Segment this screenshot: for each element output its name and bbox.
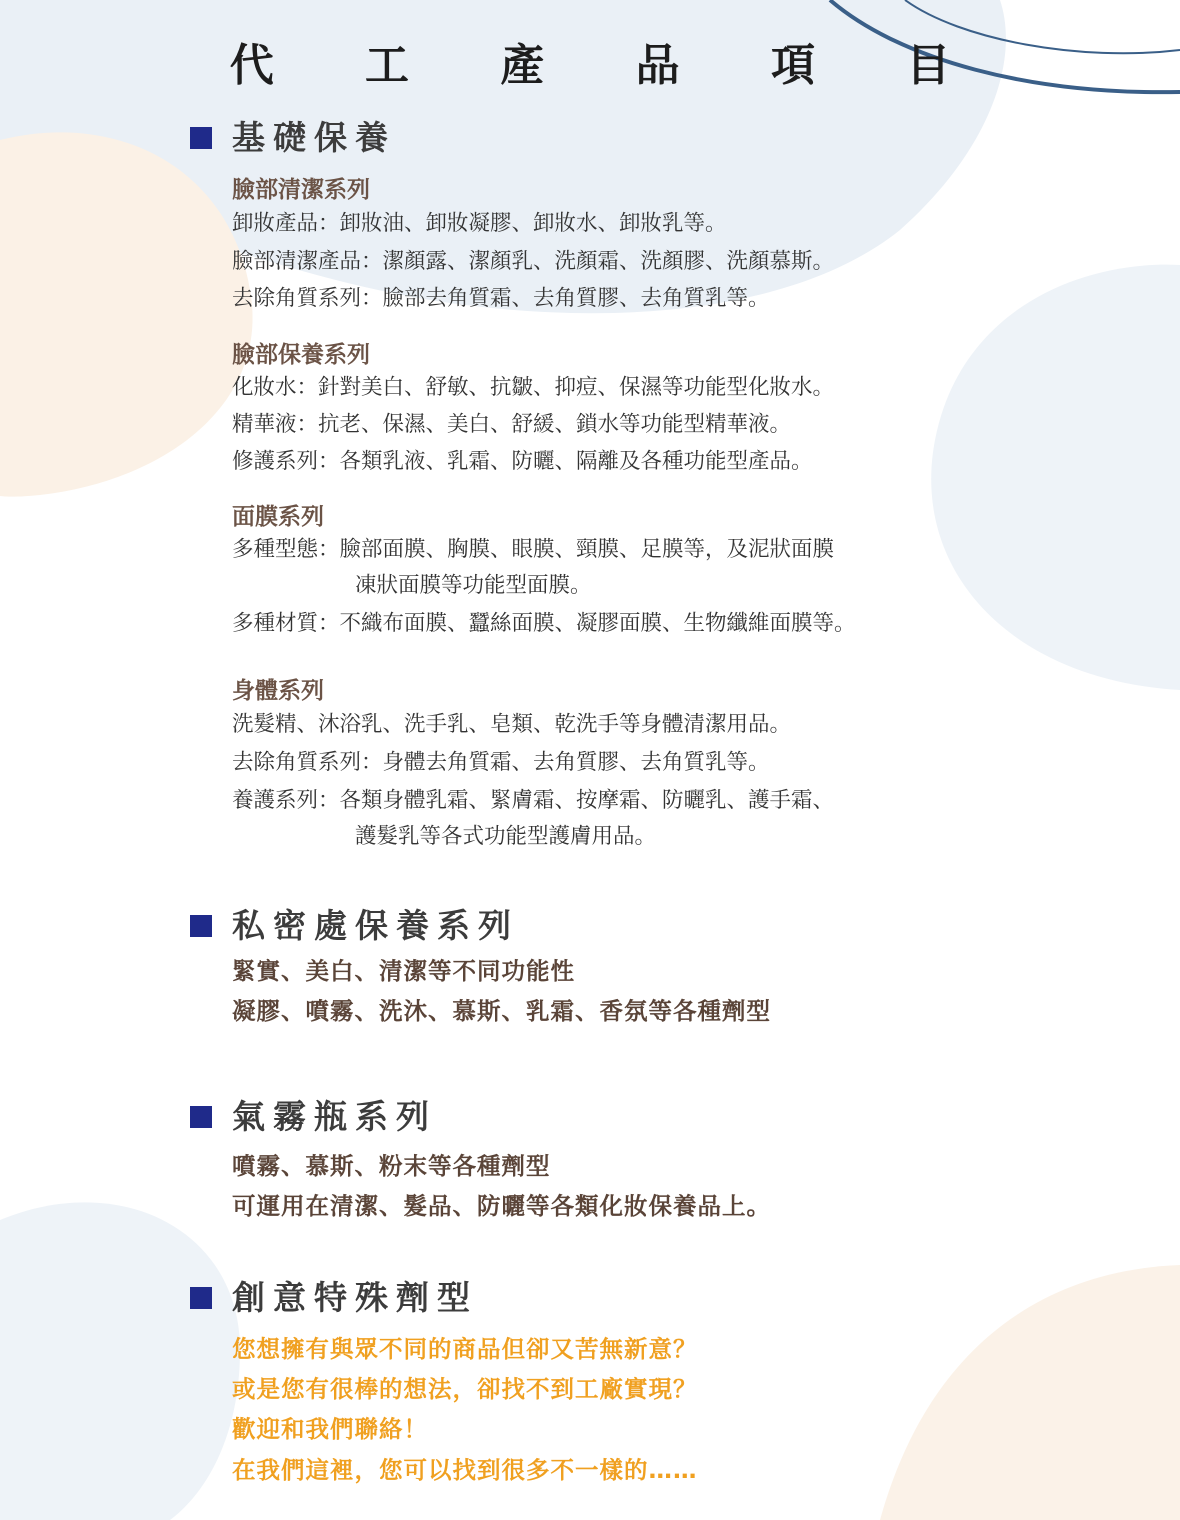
section-heading-intimate xyxy=(190,904,519,948)
text-line: 護髮乳等各式功能型護膚用品。 xyxy=(355,824,657,849)
square-bullet-icon xyxy=(190,915,212,937)
text-line: 緊實、美白、清潔等不同功能性 xyxy=(232,957,575,985)
section-heading-text: 基礎保養 xyxy=(232,118,396,157)
text-line: 卸妝產品：卸妝油、卸妝凝膠、卸妝水、卸妝乳等。 xyxy=(232,211,727,236)
text-line: 可運用在清潔、髮品、防曬等各類化妝保養品上。 xyxy=(232,1192,771,1220)
text-line: 臉部清潔產品：潔顏露、潔顏乳、洗顏霜、洗顏膠、洗顏慕斯。 xyxy=(232,249,835,274)
section-heading-text: 私密處保養系列 xyxy=(232,906,519,945)
text-line: 修護系列：各類乳液、乳霜、防曬、隔離及各種功能型產品。 xyxy=(232,449,813,474)
subtitle-body: 身體系列 xyxy=(232,678,324,704)
text-line: 養護系列：各類身體乳霜、緊膚霜、按摩霜、防曬乳、護手霜、 xyxy=(232,788,835,813)
highlight-line: 或是您有很棒的想法，卻找不到工廠實現？ xyxy=(232,1375,698,1403)
square-bullet-icon xyxy=(190,1106,212,1128)
section-heading-text: 創意特殊劑型 xyxy=(232,1278,478,1317)
subtitle-mask: 面膜系列 xyxy=(232,504,324,530)
section-heading-aerosol xyxy=(190,1095,437,1139)
square-bullet-icon xyxy=(190,127,212,149)
subtitle-face-cleansing: 臉部清潔系列 xyxy=(232,177,370,203)
text-line: 噴霧、慕斯、粉末等各種劑型 xyxy=(232,1152,551,1180)
page-title: 代 工 產 品 項 目 xyxy=(229,40,989,91)
text-line: 多種型態：臉部面膜、胸膜、眼膜、頸膜、足膜等，及泥狀面膜 xyxy=(232,537,835,562)
text-line: 凍狀面膜等功能型面膜。 xyxy=(355,573,592,598)
text-line: 化妝水：針對美白、舒敏、抗皺、抑痘、保濕等功能型化妝水。 xyxy=(232,375,835,400)
text-line: 凝膠、噴霧、洗沐、慕斯、乳霜、香氛等各種劑型 xyxy=(232,997,771,1025)
highlight-line: 歡迎和我們聯絡！ xyxy=(232,1415,428,1443)
subtitle-face-care: 臉部保養系列 xyxy=(232,342,370,368)
section-heading-text: 氣霧瓶系列 xyxy=(232,1097,437,1136)
text-line: 去除角質系列：身體去角質霜、去角質膠、去角質乳等。 xyxy=(232,750,770,775)
text-line: 精華液：抗老、保濕、美白、舒緩、鎖水等功能型精華液。 xyxy=(232,412,792,437)
highlight-line: 在我們這裡，您可以找到很多不一樣的…… xyxy=(232,1456,698,1484)
text-line: 洗髮精、沐浴乳、洗手乳、皂類、乾洗手等身體清潔用品。 xyxy=(232,712,792,737)
section-heading-basic xyxy=(190,116,396,160)
square-bullet-icon xyxy=(190,1287,212,1309)
highlight-line: 您想擁有與眾不同的商品但卻又苦無新意？ xyxy=(232,1335,698,1363)
text-line: 去除角質系列：臉部去角質霜、去角質膠、去角質乳等。 xyxy=(232,286,770,311)
text-line: 多種材質：不織布面膜、蠶絲面膜、凝膠面膜、生物纖維面膜等。 xyxy=(232,611,856,636)
section-heading-creative xyxy=(190,1276,478,1320)
